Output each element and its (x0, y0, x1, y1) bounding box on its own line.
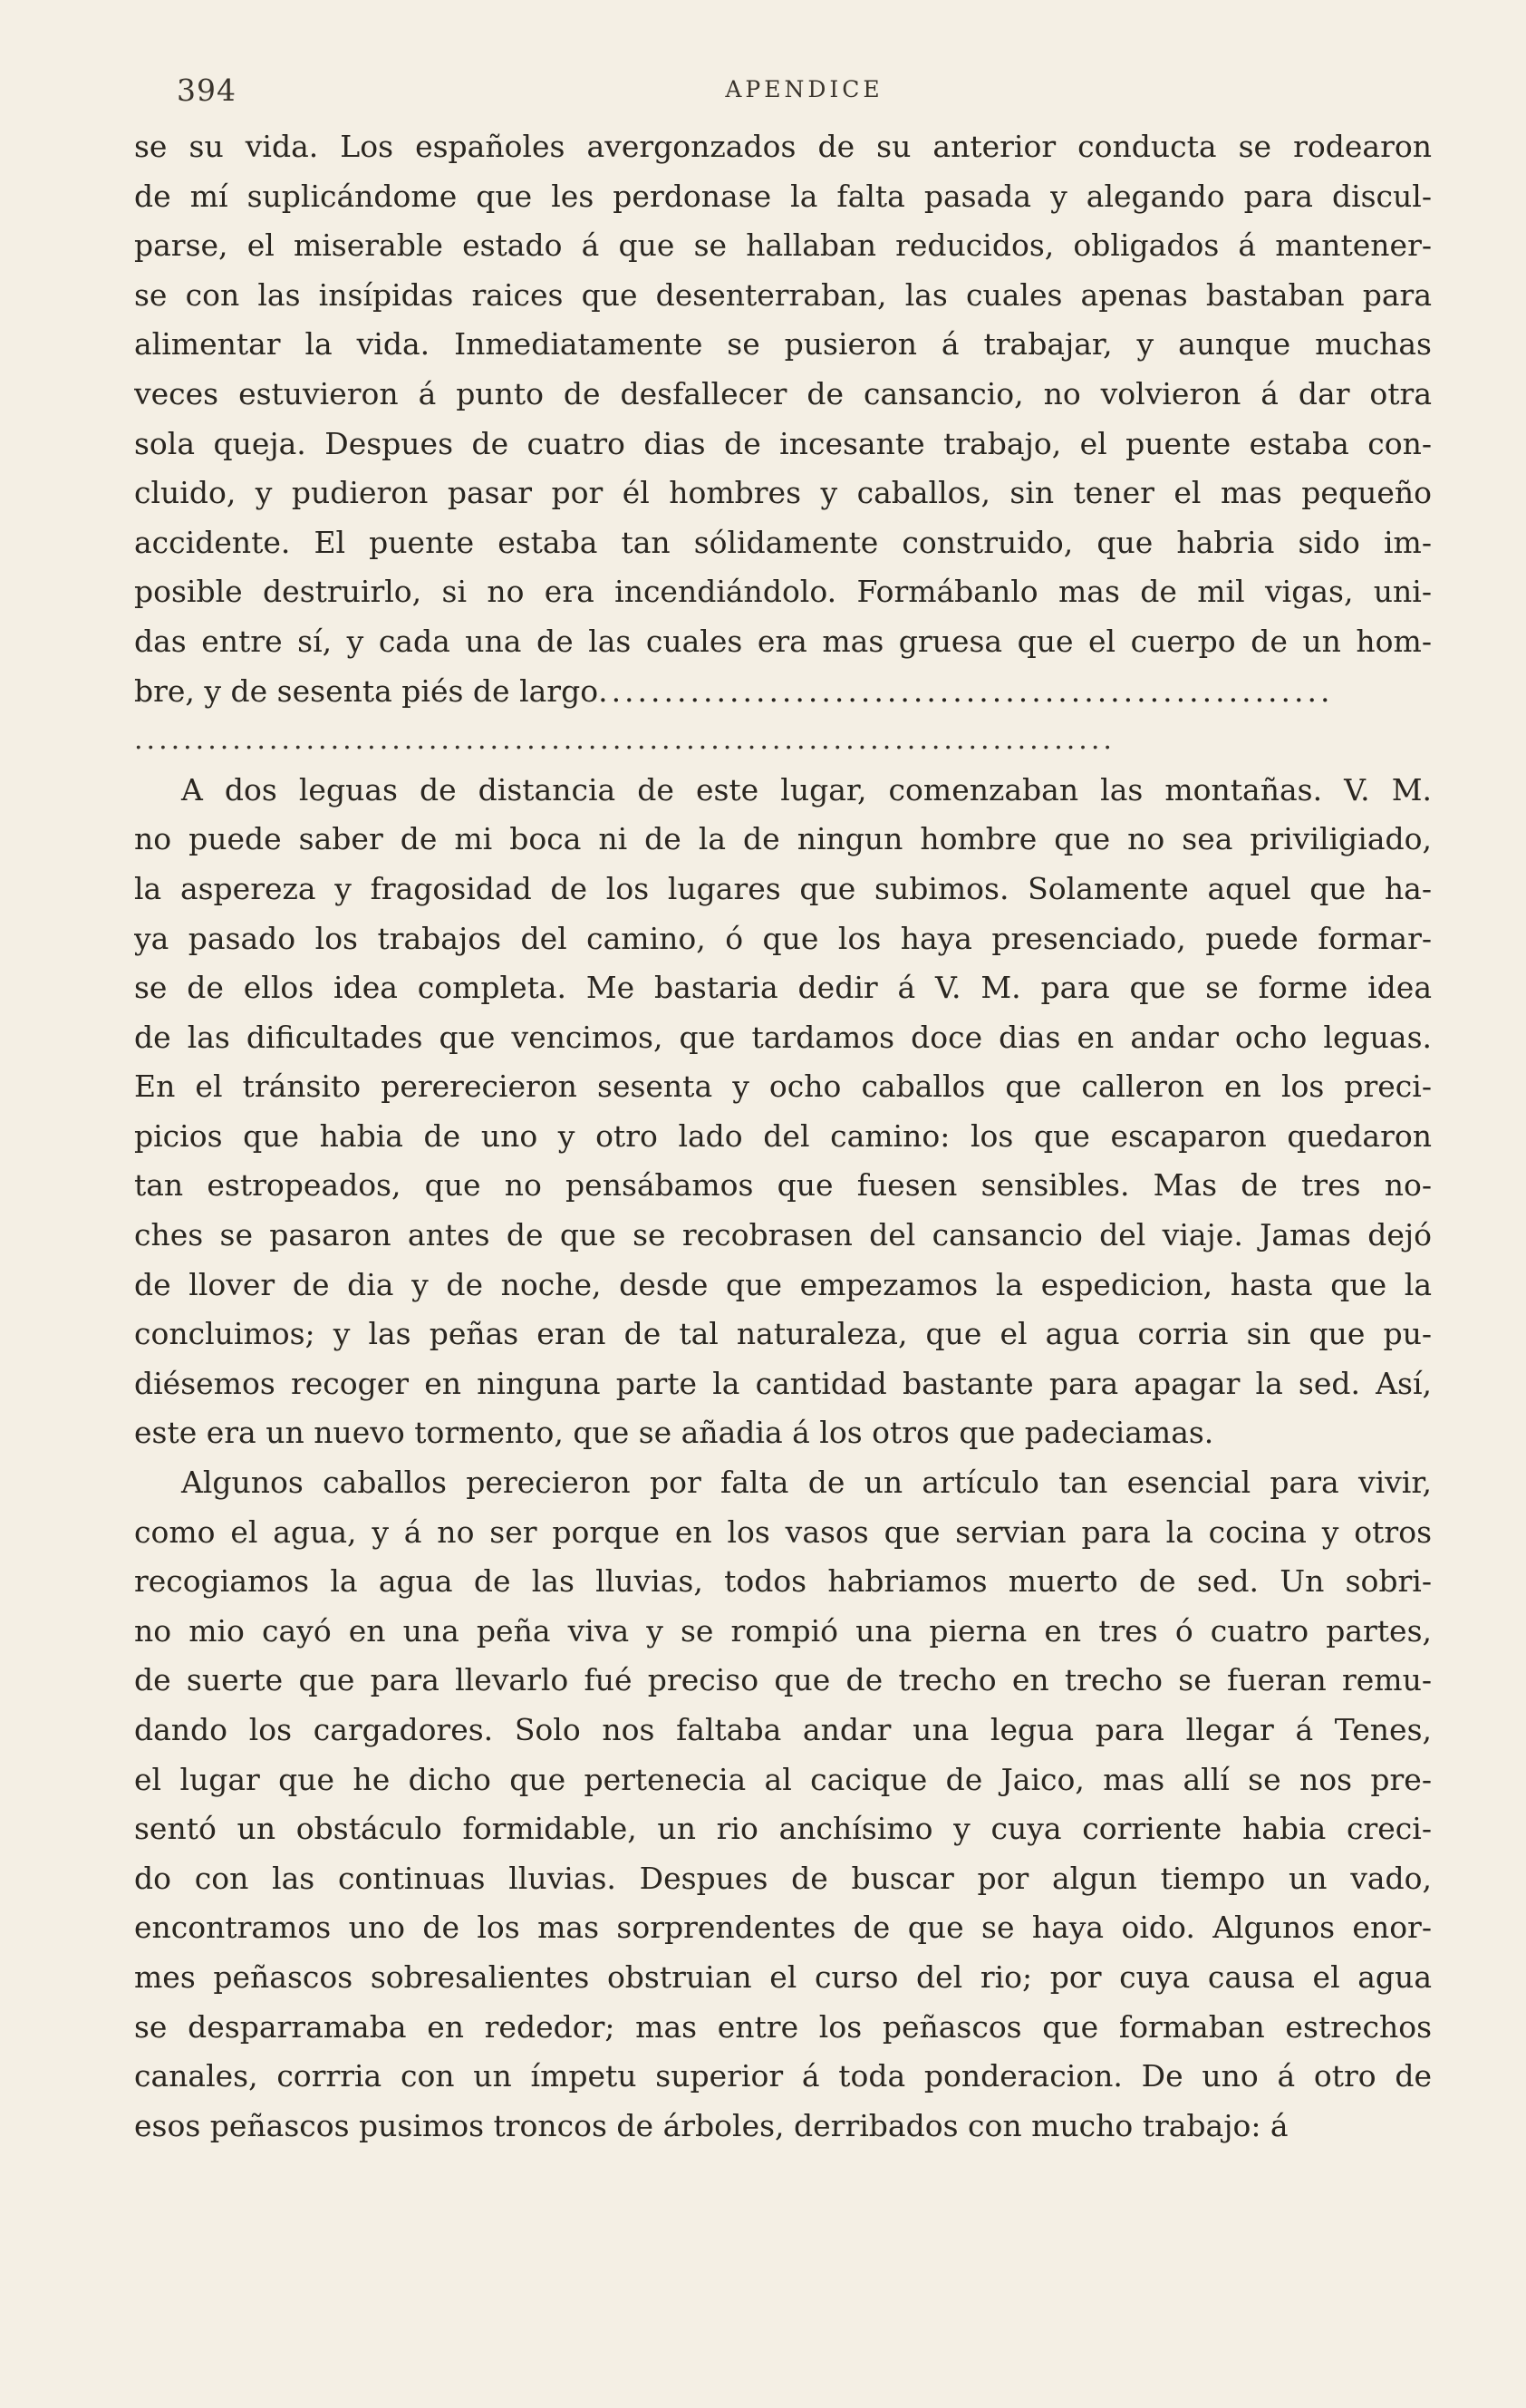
text-line: de suerte que para llevarlo fué preciso que de trecho en trecho se fueran remu- (134, 1662, 1432, 1698)
text-line: Algunos caballos perecieron por falta de un artículo tan esencial para vivir, (181, 1465, 1432, 1501)
text-line: se de ellos idea completa. Me bastaria dedir á V. M. para que se forme idea (134, 970, 1432, 1006)
text-line: concluimos; y las peñas eran de tal naturaleza, que el agua corria sin que pu- (134, 1316, 1432, 1352)
paragraph (134, 766, 1432, 1458)
text-line: canales, corrria con un ímpetu superior á toda ponderacion. De uno á otro de (134, 2058, 1432, 2094)
text-line: no mio cayó en una peña viva y se rompió una pierna en tres ó cuatro partes, (134, 1612, 1432, 1649)
text-line: de las dificultades que vencimos, que tardamos doce dias en andar ocho leguas. (134, 1019, 1432, 1055)
text-line: ches se pasaron antes de que se recobrasen del cansancio del viaje. Jamas dejó (134, 1217, 1432, 1253)
text-line: como el agua, y á no ser porque en los vasos que servian para la cocina y otros (134, 1513, 1432, 1550)
text-line: se desparramaba en rededor; mas entre los peñascos que formaban estrechos (134, 2008, 1432, 2045)
text-line: do con las continuas lluvias. Despues de buscar por algun tiempo un vado, (134, 1860, 1432, 1896)
text-line: el lugar que he dicho que pertenecia al cacique de Jaico, mas allí se nos pre- (134, 1761, 1432, 1797)
text-line: cluido, y pudieron pasar por él hombres y caballos, sin tener el mas pequeño (134, 475, 1432, 511)
text-line: A dos leguas de distancia de este lugar, comenzaban las montañas. V. M. (181, 771, 1432, 808)
text-line: mes peñascos sobresalientes obstruian el curso del rio; por cuya causa el agua (134, 1958, 1432, 1995)
text-line: sentó un obstáculo formidable, un rio anchísimo y cuya corriente habia creci- (134, 1811, 1432, 1847)
paragraph (134, 122, 1432, 766)
ellipsis-line: ................................................................................ (134, 724, 1116, 757)
text-line: esos peñascos pusimos troncos de árboles, derribados con mucho trabajo: á (134, 2107, 1289, 2143)
text-line: accidente. El puente estaba tan sólidamente construido, que habria sido im- (134, 524, 1432, 560)
text-line: este era un nuevo tormento, que se añadia á los otros que padeciamas. (134, 1415, 1214, 1451)
body-text (134, 122, 1432, 2151)
text-line: alimentar la vida. Inmediatamente se pusieron á trabajar, y aunque muchas (134, 326, 1432, 363)
running-head (177, 73, 1432, 118)
text-line: parse, el miserable estado á que se hallaban reducidos, obligados á mantener- (134, 227, 1432, 264)
text-line: sola queja. Despues de cuatro dias de incesante trabajo, el puente estaba con- (134, 425, 1432, 461)
text-line: picios que habia de uno y otro lado del camino: los que escaparon quedaron (134, 1117, 1432, 1154)
running-title: APENDICE (725, 76, 884, 102)
text-line: tan estropeados, que no pensábamos que fuesen sensibles. Mas de tres no- (134, 1167, 1432, 1204)
text-line: diésemos recoger en ninguna parte la cantidad bastante para apagar la sed. Así, (134, 1365, 1432, 1401)
leader-dots: ........................................................ (598, 672, 1334, 709)
text-line: encontramos uno de los mas sorprendentes de que se haya oido. Algunos enor- (134, 1910, 1432, 1946)
text-line: posible destruirlo, si no era incendiándolo. Formábanlo mas de mil vigas, uni- (134, 574, 1432, 610)
text-line: dando los cargadores. Solo nos faltaba andar una legua para llegar á Tenes, (134, 1712, 1432, 1747)
paragraph (134, 1458, 1432, 2151)
text-line: recogiamos la agua de las lluvias, todos habriamos muerto de sed. Un sobri- (134, 1563, 1432, 1600)
text-line: En el tránsito pererecieron sesenta y ocho caballos que calleron en los preci- (134, 1069, 1432, 1105)
text-line: de llover de dia y de noche, desde que empezamos la espedicion, hasta que la (134, 1266, 1432, 1302)
text-line: no puede saber de mi boca ni de la de ningun hombre que no sea priviligiado, (134, 821, 1432, 857)
text-line: se su vida. Los españoles avergonzados de su anterior conducta se rodearon (134, 129, 1432, 164)
text-line: la aspereza y fragosidad de los lugares que subimos. Solamente aquel que ha- (134, 870, 1432, 906)
text-line: de mí suplicándome que les perdonase la falta pasada y alegando para discul- (134, 178, 1432, 214)
text-line: se con las insípidas raices que desenterraban, las cuales apenas bastaban para (134, 276, 1432, 313)
text-line: bre, y de sesenta piés de largo........................................................ (134, 672, 1334, 709)
page-number: 394 (177, 73, 237, 108)
text-line: ya pasado los trabajos del camino, ó que los haya presenciado, puede formar- (134, 920, 1432, 956)
text-line: das entre sí, y cada una de las cuales era mas gruesa que el cuerpo de un hom- (134, 623, 1432, 659)
text-line: veces estuvieron á punto de desfallecer de cansancio, no volvieron á dar otra (134, 375, 1432, 411)
